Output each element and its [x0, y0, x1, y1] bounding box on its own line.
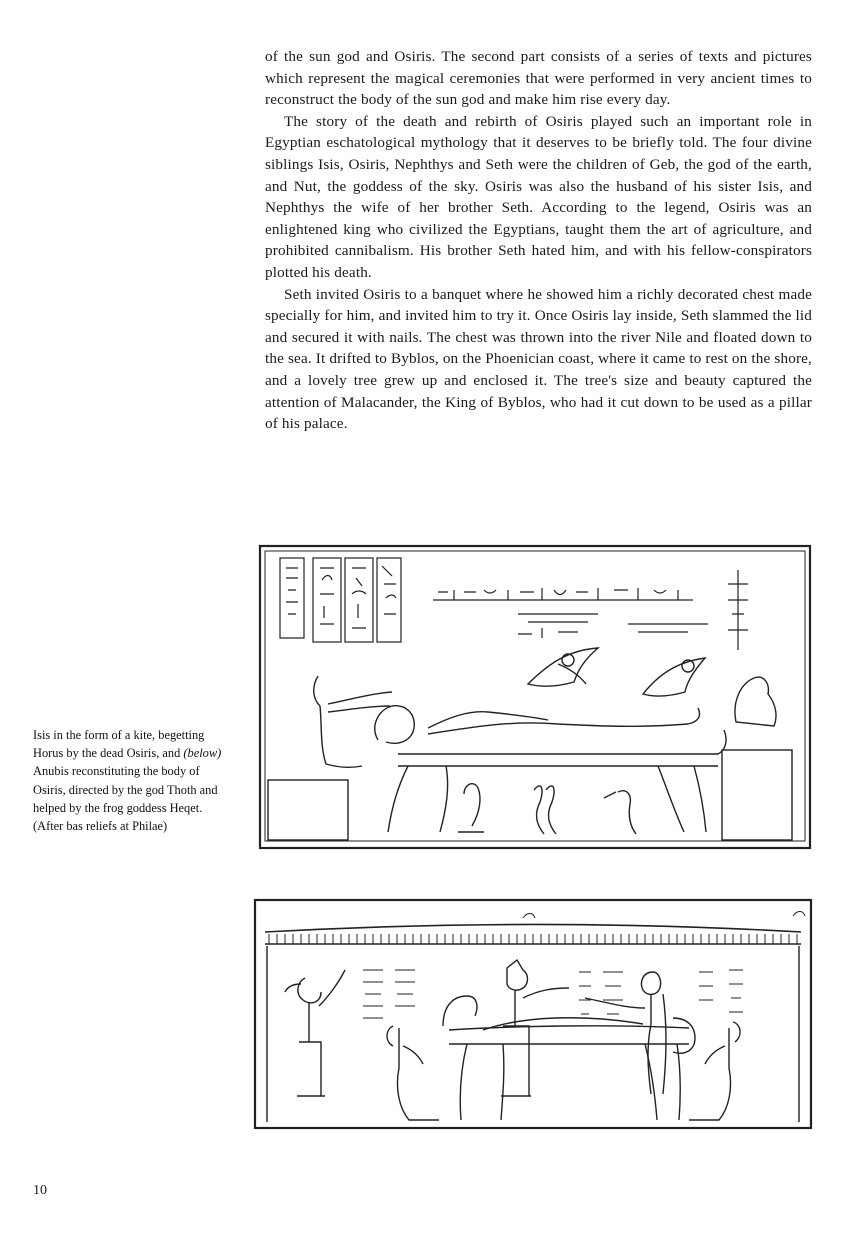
paragraph-1: of the sun god and Osiris. The second part consists of a series of texts and pictures which represent the magical ceremonies that were performed in very ancient times to reconstruct the body of the sun god and make him rise every day.	[265, 48, 812, 109]
paragraph-2: The story of the death and rebirth of Osiris played such an important role in Egyptian eschatological mythology that it deserves to be briefly told. The four divine siblings Isis, Osiris, Nephthys and Seth were the children of Geb, the god of the earth, and Nut, the goddess of the sky. Osiris was also the husband of his sister Isis, and Nephthys the wife of her brother Seth. According to the legend, Osiris was an enlightened king who civilized the Egyptians, taught them the art of agriculture, and prohibited cannibalism. His brother Seth hated him, and with his fellow-conspirators plotted his death.	[265, 112, 812, 281]
anubis-figure	[501, 960, 569, 1096]
thoth-figure	[285, 970, 345, 1096]
body-text	[265, 46, 812, 435]
frog-figure	[722, 677, 792, 840]
caption-text-continued: Anubis reconstituting the body of Osiris, directed by the god Thoth and helped by the frog goddess Heqet. (After bas reliefs at Philae)	[33, 764, 218, 834]
small-figures-under-bier	[458, 784, 636, 834]
kneeling-figure-left-bottom	[387, 1026, 439, 1120]
kite-bird-left	[528, 648, 598, 686]
goddess-figure-right	[585, 972, 666, 1094]
kneeling-figure-left	[268, 676, 392, 840]
hieroglyph-line	[433, 570, 748, 650]
lion-bier	[375, 706, 726, 832]
illustration-anubis	[253, 898, 813, 1130]
caption-text: Isis in the form of a kite, begetting Horus by the dead Osiris, and	[33, 728, 205, 761]
kite-bird-right	[643, 658, 705, 696]
paragraph-3: Seth invited Osiris to a banquet where he showed him a richly decorated chest made specially for him, and invited him to try it. Once Osiris lay inside, Seth slammed the lid and secured it with nails. The chest was thrown into the river Nile and floated down to the sea. It drifted to Byblos, on the Phoenician coast, where it came to rest on the shore, and a lovely tree grew up and enclosed it. The tree's size and beauty captured the attention of Malacander, the King of Byblos, who had it cut down to be used as a pillar of his palace.	[265, 285, 812, 433]
lion-bier-bottom	[443, 996, 695, 1120]
figure-caption	[33, 726, 233, 835]
page-number: 10	[33, 1183, 47, 1198]
illustration-isis-kite	[258, 544, 812, 850]
hieroglyph-blocks	[363, 970, 743, 1018]
caption-italic: (below)	[183, 746, 222, 761]
hieroglyph-columns	[280, 558, 401, 642]
kneeling-figure-right-bottom	[689, 1022, 740, 1120]
